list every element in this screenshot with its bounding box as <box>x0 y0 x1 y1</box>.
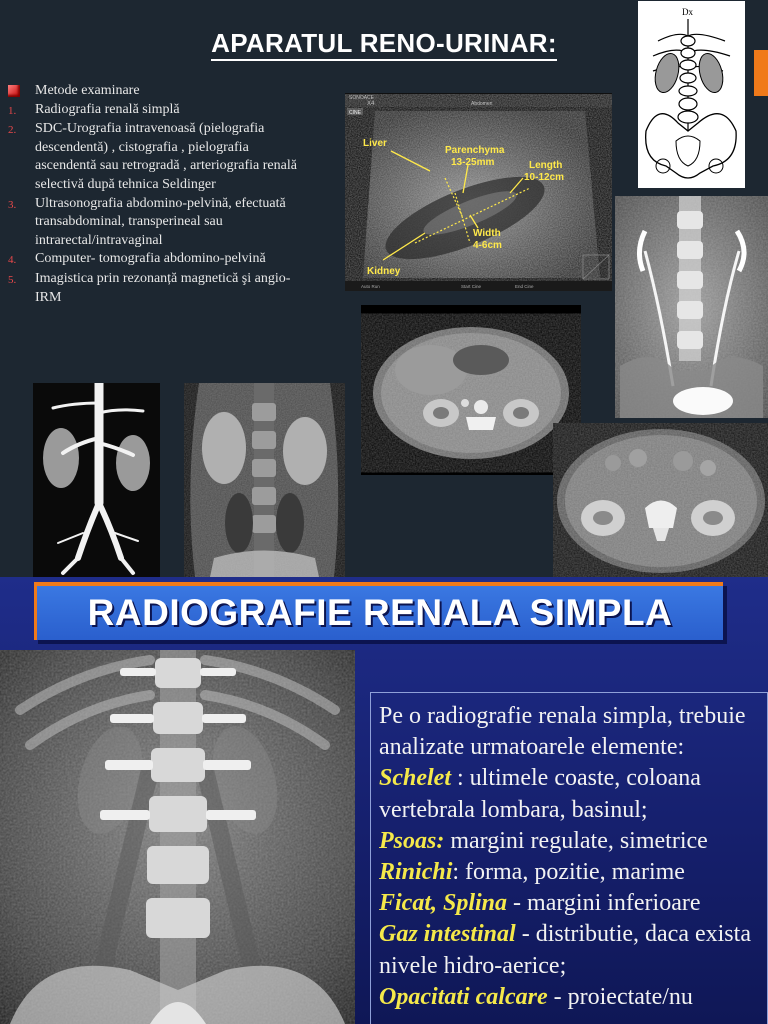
us-model: X4 <box>367 101 375 107</box>
list-item: Metode examinare <box>8 82 308 101</box>
ultrasound-kidney-image <box>345 93 612 291</box>
slide-2-title-bar <box>34 582 723 640</box>
us-auto-run: Auto Run <box>361 284 380 289</box>
list-item: Schelet : ultimele coaste, coloana vertebrala lombara, basinul; <box>379 765 701 823</box>
us-label-length-size: 10-12cm <box>524 172 565 183</box>
urography-xray-image <box>615 196 768 418</box>
slide-1-title: APARATUL RENO-URINAR: <box>0 28 768 59</box>
us-mode: CINE <box>349 110 361 116</box>
us-start-cine: Start Cine <box>461 284 482 289</box>
slide-2-title: RADIOGRAFIE RENALA SIMPLA <box>87 592 673 633</box>
us-label-length: Length <box>529 160 563 171</box>
ct-scan-image-2 <box>553 423 768 577</box>
list-item: Ficat, Splina - margini inferioare <box>379 890 701 917</box>
us-preset: Abdomen <box>471 101 493 107</box>
us-label-parenchyma-size: 13-25mm <box>451 157 495 168</box>
mr-angiography-image <box>33 383 160 577</box>
methods-list <box>8 82 308 307</box>
us-label-width-size: 4-6cm <box>473 240 502 251</box>
list-item: 2. SDC-Urografia intravenoasă (pielografia descendentă) , cistografia , pielografia ascendentă sau retrogradă , arteriografia renală selectivă după tehnica Seldinger <box>8 121 297 192</box>
list-item: 3. Ultrasonografia abdomino-pelvină, efectuată transabdominal, transperineal sau intrarectal/intravaginal <box>8 195 286 248</box>
list-item: Psoas: margini regulate, simetrice <box>379 827 708 854</box>
us-label-kidney: Kidney <box>367 266 401 277</box>
list-item: 5. Imagistica prin rezonanță magnetică şi angio- IRM <box>8 270 291 305</box>
list-item: Rinichi: forma, pozitie, marime <box>379 859 685 886</box>
red-bullet-icon <box>8 85 20 97</box>
slide-2 <box>0 577 768 1024</box>
us-label-parenchyma: Parenchyma <box>445 145 505 156</box>
orange-accent-tab <box>754 50 768 96</box>
dx-label: Dx <box>682 7 693 17</box>
list-item: Gaz intestinal - distributie, daca exista nivele hidro-aerice; <box>379 921 751 979</box>
us-label-width: Width <box>473 228 501 239</box>
intro-paragraph: Pe o radiografie renala simpla, trebuie analizate urmatoarele elemente: <box>379 703 746 761</box>
us-end-cine: End Cine <box>515 284 534 289</box>
us-brand: SONOACE <box>349 95 375 101</box>
analysis-text-box <box>370 692 768 1024</box>
ct-scan-image-1 <box>361 305 581 475</box>
skeleton-sketch-image <box>638 1 745 188</box>
list-item: 4. Computer- tomografia abdomino-pelvină <box>8 251 266 267</box>
us-label-liver: Liver <box>363 138 387 149</box>
plain-kidney-xray-image <box>0 650 355 1024</box>
mri-coronal-image <box>184 383 345 577</box>
list-item: Opacitati calcare - proiectate/nu <box>379 983 693 1010</box>
list-item: 1. Radiografia renală simplă <box>8 101 180 117</box>
